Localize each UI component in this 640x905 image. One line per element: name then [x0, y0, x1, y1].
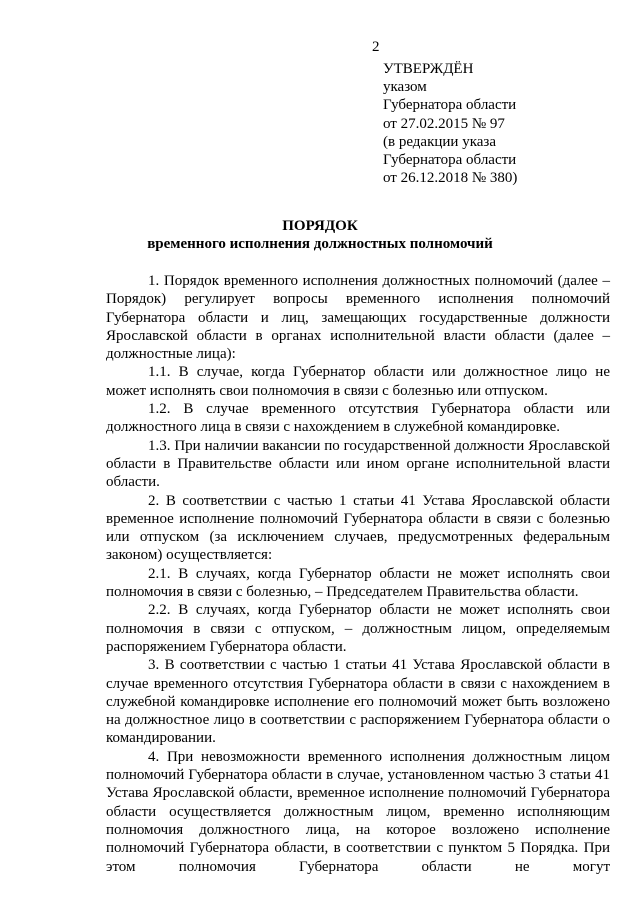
paragraph: 1.2. В случае временного отсутствия Губернатора области или должностного лица в связи с нахождением в служебной командировке.: [106, 401, 610, 436]
approval-line: от 26.12.2018 № 380): [383, 170, 518, 187]
paragraph: 2. В соответствии с частью 1 статьи 41 Устава Ярославской области временное исполнение полномочий Губернатора области в связи с болезнью или отпуском (за исключением случаев, предусмотренных федеральным законом) осуществляется:: [106, 492, 610, 564]
paragraph: 3. В соответствии с частью 1 статьи 41 Устава Ярославской области в случае временного отсутствия Губернатора области в связи с нахождением в служебной командировке исполнение его полномочий может быть возложено на должностное лицо в соответствии с распоряжением Губернатора области о командировании.: [106, 657, 610, 747]
paragraph: 2.2. В случаях, когда Губернатор области не может исполнять свои полномочия в связи с отпуском, – должностным лицом, определяемым распоряжением Губернатора области.: [106, 602, 610, 655]
paragraph: 1.3. При наличии вакансии по государственной должности Ярославской области в Правительстве области или ином органе исполнительной власти области.: [106, 437, 610, 491]
paragraph: 4. При невозможности временного исполнения должностным лицом полномочий Губернатора области в случае, установленном частью 3 статьи 41 Устава Ярославской области, временное исполнение полномочий Губернатора области осуществляется должностным лицом, временно исполняющим полномочия должностного лица, на которое возложено исполнение полномочий Губернатора области, в соответствии с пунктом 5 Порядка. При этом полномочия Губернатора области не могут: [106, 748, 610, 875]
document-title: ПОРЯДОК: [282, 218, 358, 234]
approval-line: от 27.02.2015 № 97: [383, 115, 505, 132]
approval-line: УТВЕРЖДЁН: [383, 61, 474, 77]
document-body: [106, 272, 610, 876]
approval-stamp: [383, 60, 517, 187]
approval-line: указом: [383, 79, 427, 96]
paragraph: 1. Порядок временного исполнения должностных полномочий (далее – Порядок) регулирует вопросы временного исполнения полномочий Губернатора области и лиц, замещающих государственные должности Ярославской области в органах исполнительной власти области (далее – должностные лица):: [106, 273, 610, 363]
paragraph: 1.1. В случае, когда Губернатор области или должностное лицо не может исполнять свои полномочия в связи с болезнью или отпуском.: [106, 364, 610, 399]
approval-line: Губернатора области: [383, 97, 517, 114]
page-number: 2: [372, 39, 380, 55]
document-subtitle: временного исполнения должностных полномочий: [147, 236, 493, 252]
paragraph: 2.1. В случаях, когда Губернатор области не может исполнять свои полномочия в связи с болезнью, – Председателем Правительства области.: [106, 565, 610, 601]
approval-line: Губернатора области: [383, 152, 517, 169]
approval-line: (в редакции указа: [383, 133, 496, 150]
